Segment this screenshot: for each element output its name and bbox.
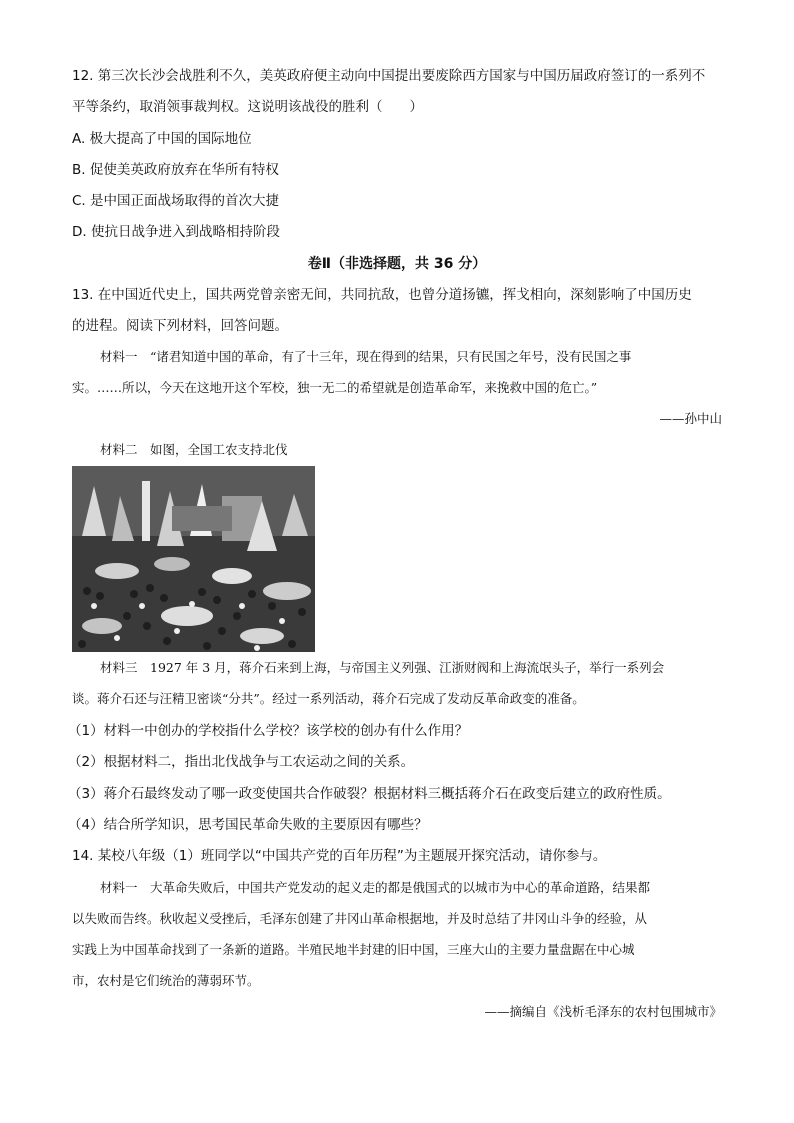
q12-option-b: B. 促使美英政府放弃在华所有特权	[72, 162, 279, 178]
q14-material1-line4: 市，农村是它们统治的薄弱环节。	[72, 973, 260, 988]
q12-option-d: D. 使抗日战争进入到战略相持阶段	[72, 224, 280, 240]
q14-material1-line1: 材料一 大革命失败后，中国共产党发动的起义走的都是俄国式的以城市为中心的革命道路，结果都	[100, 880, 651, 895]
q14-material1-line3: 实践上为中国革命找到了一条新的道路。半殖民地半封建的旧中国，三座大山的主要力量盘踞在中心城	[72, 942, 635, 957]
q12-option-a: A. 极大提高了中国的国际地位	[72, 131, 252, 147]
q13-material3-line1: 材料三 1927 年 3 月，蒋介石来到上海，与帝国主义列强、江浙财阀和上海流氓头子，举行一系列会	[100, 660, 665, 675]
q12-stem-line1: 12. 第三次长沙会战胜利不久，美英政府便主动向中国提出要废除西方国家与中国历届政府签订的一系列不	[72, 68, 706, 84]
northern-expedition-photo	[72, 466, 315, 652]
q13-material1-source: ——孙中山	[659, 411, 722, 426]
q14-stem: 14. 某校八年级（1）班同学以“中国共产党的百年历程”为主题展开探究活动，请你参与。	[72, 848, 607, 864]
q14-material1-line2: 以失败而告终。秋收起义受挫后，毛泽东创建了井冈山革命根据地，并及时总结了井冈山斗争的经验，从	[72, 911, 648, 926]
q13-stem-line2: 的进程。阅读下列材料，回答问题。	[72, 318, 288, 334]
q13-sub-question-4: （4）结合所学知识，思考国民革命失败的主要原因有哪些？	[68, 817, 428, 833]
q12-stem-line2: 平等条约，取消领事裁判权。这说明该战役的胜利（ ）	[72, 99, 423, 115]
q13-material1-line1: 材料一 “诸君知道中国的革命，有了十三年，现在得到的结果，只有民国之年号，没有民国之事	[100, 349, 632, 364]
q12-option-c: C. 是中国正面战场取得的首次大捷	[72, 193, 280, 209]
q13-material3-line2: 谈。蒋介石还与汪精卫密谈“分共”。经过一系列活动，蒋介石完成了发动反革命政变的准备。	[72, 691, 585, 706]
q13-material1-line2: 实。……所以，今天在这地开这个军校，独一无二的希望就是创造革命军，来挽救中国的危亡。”	[72, 380, 598, 395]
q13-material2-caption: 材料二 如图，全国工农支持北伐	[100, 442, 288, 457]
q13-sub-question-2: （2）根据材料二，指出北伐战争与工农运动之间的关系。	[68, 754, 415, 770]
q13-sub-question-3: （3）蒋介石最终发动了哪一政变使国共合作破裂？根据材料三概括蒋介石在政变后建立的政府性质。	[68, 786, 671, 802]
q14-material1-source: ——摘编自《浅析毛泽东的农村包围城市》	[484, 1004, 722, 1019]
q13-sub-question-1: （1）材料一中创办的学校指什么学校？该学校的创办有什么作用？	[68, 723, 469, 739]
section-title: 卷Ⅱ（非选择题，共 36 分）	[307, 256, 487, 272]
q13-stem-line1: 13. 在中国近代史上，国共两党曾亲密无间，共同抗敌，也曾分道扬镳，挥戈相向，深刻影响了中国历史	[72, 287, 692, 303]
